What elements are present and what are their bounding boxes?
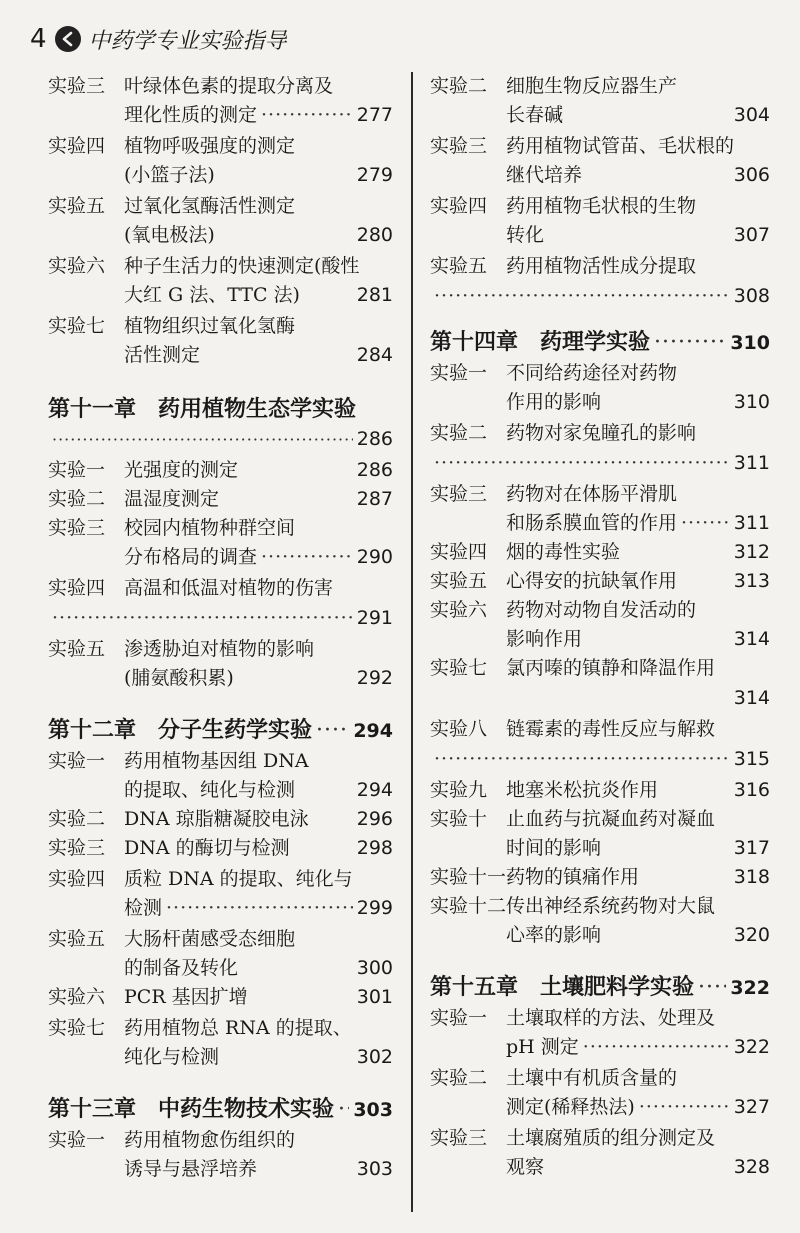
page-ref: 320 — [733, 924, 770, 946]
experiment-label: 实验八 — [430, 718, 488, 740]
toc-entry — [48, 514, 393, 572]
entry-line — [48, 1155, 393, 1184]
toc-entry — [430, 805, 770, 863]
page-ref: 287 — [356, 488, 393, 510]
experiment-title: pH 测定 — [506, 1036, 579, 1058]
leader-line — [430, 683, 770, 713]
entry-line — [430, 161, 770, 190]
experiment-label: 实验六 — [430, 599, 488, 621]
experiment-label: 实验一 — [430, 362, 488, 384]
experiment-title: 不同给药途径对药物 — [506, 362, 678, 384]
entry-line — [430, 252, 770, 281]
entry-line — [48, 925, 393, 954]
entry-line — [48, 101, 393, 130]
page-ref: 279 — [356, 164, 393, 186]
experiment-title: 烟的毒性实验 — [506, 541, 621, 563]
experiment-label: 实验二 — [430, 75, 488, 97]
entry-line — [430, 132, 770, 161]
experiment-title: 和肠系膜血管的作用 — [506, 512, 678, 534]
page-ref: 318 — [733, 866, 770, 888]
entry-line — [48, 574, 393, 603]
leader-line — [48, 424, 393, 454]
toc-chapter — [430, 972, 770, 1002]
experiment-label: 实验七 — [430, 657, 488, 679]
toc-entry — [48, 635, 393, 693]
entry-line — [48, 485, 393, 514]
leader-line — [430, 744, 770, 774]
page-ref: 311 — [733, 512, 770, 534]
experiment-label: 实验十二 — [430, 895, 507, 917]
page-ref: 310 — [730, 332, 770, 354]
page-ref: 308 — [733, 285, 770, 307]
entry-line — [430, 388, 770, 417]
toc-entry — [430, 715, 770, 774]
page-ref: 280 — [356, 224, 393, 246]
entry-line — [48, 456, 393, 485]
page-ref: 281 — [356, 284, 393, 306]
entry-line — [48, 1043, 393, 1072]
entry-line — [430, 805, 770, 834]
toc-entry — [48, 574, 393, 633]
experiment-title: 继代培养 — [506, 164, 583, 186]
page-ref: 292 — [356, 667, 393, 689]
experiment-title: 药物对在体肠平滑肌 — [506, 483, 678, 505]
toc-entry — [48, 192, 393, 250]
page-ref: 301 — [356, 986, 393, 1008]
page-ref: 322 — [733, 1036, 770, 1058]
page-ref: 307 — [733, 224, 770, 246]
entry-line — [48, 72, 393, 101]
experiment-title: 传出神经系统药物对大鼠 — [506, 895, 716, 917]
toc-entry — [430, 192, 770, 250]
entry-line — [430, 715, 770, 744]
chapter-heading — [48, 1094, 393, 1124]
entry-line — [48, 894, 393, 923]
experiment-title: 链霉素的毒性反应与解救 — [506, 718, 716, 740]
toc-entry — [430, 252, 770, 311]
experiment-title: 光强度的测定 — [124, 459, 239, 481]
leader-line — [48, 603, 393, 633]
page-ref: 315 — [733, 748, 770, 770]
page-ref: 294 — [353, 720, 393, 742]
experiment-label: 实验一 — [48, 1129, 106, 1151]
experiment-label: 实验六 — [48, 255, 106, 277]
chapter-heading — [48, 715, 393, 745]
toc-entry — [48, 1126, 393, 1184]
dot-leader — [316, 716, 349, 746]
entry-line — [48, 664, 393, 693]
experiment-title: 药用植物活性成分提取 — [506, 255, 697, 277]
entry-line — [430, 221, 770, 250]
toc-entry — [48, 1014, 393, 1072]
toc-chapter — [48, 1094, 393, 1124]
experiment-title: 土壤中有机质含量的 — [506, 1067, 678, 1089]
chapter-number: 第十一章 — [48, 396, 137, 422]
experiment-title: 渗透胁迫对植物的影响 — [124, 638, 315, 660]
experiment-label: 实验四 — [430, 195, 488, 217]
entry-line — [430, 101, 770, 130]
experiment-title: 细胞生物反应器生产 — [506, 75, 678, 97]
toc-entry — [430, 132, 770, 190]
dot-leader — [654, 328, 726, 358]
entry-line — [430, 480, 770, 509]
toc-chapter — [48, 394, 393, 454]
chapter-heading — [430, 327, 770, 357]
toc-entry — [48, 132, 393, 190]
page-ref: 286 — [356, 459, 393, 481]
experiment-title: 土壤取样的方法、处理及 — [506, 1007, 716, 1029]
toc-entry — [430, 419, 770, 478]
experiment-label: 实验一 — [48, 750, 106, 772]
experiment-title: 药用植物毛状根的生物 — [506, 195, 697, 217]
experiment-title: 药物对动物自发活动的 — [506, 599, 697, 621]
experiment-label: 实验七 — [48, 1017, 106, 1039]
toc-entry — [430, 538, 770, 567]
entry-line — [48, 341, 393, 370]
entry-line — [48, 312, 393, 341]
entry-line — [48, 192, 393, 221]
entry-line — [430, 834, 770, 863]
entry-line — [430, 921, 770, 950]
experiment-label: 实验三 — [430, 483, 488, 505]
toc-entry — [48, 865, 393, 923]
entry-line — [48, 1126, 393, 1155]
dot-leader — [52, 603, 353, 633]
page-ref: 313 — [733, 570, 770, 592]
toc-right-column — [430, 72, 770, 1182]
experiment-label: 实验三 — [430, 135, 488, 157]
page-ref: 290 — [356, 546, 393, 568]
experiment-label: 实验四 — [48, 577, 106, 599]
entry-line — [430, 1124, 770, 1153]
entry-line — [430, 863, 770, 892]
toc-entry — [430, 1124, 770, 1182]
experiment-title: 药物的镇痛作用 — [506, 866, 640, 888]
toc-entry — [430, 1004, 770, 1062]
experiment-label: 实验四 — [430, 541, 488, 563]
page-ref: 316 — [733, 779, 770, 801]
experiment-title: (脯氨酸积累) — [124, 667, 234, 689]
toc-entry — [430, 892, 770, 950]
page-ref: 299 — [356, 897, 393, 919]
dot-leader — [681, 509, 730, 538]
entry-line — [430, 1153, 770, 1182]
dot-leader — [583, 1033, 730, 1062]
page-ref: 303 — [356, 1158, 393, 1180]
experiment-title: 分布格局的调查 — [124, 546, 258, 568]
page-ref: 284 — [356, 344, 393, 366]
leader-line — [430, 448, 770, 478]
entry-line — [48, 747, 393, 776]
entry-line — [430, 419, 770, 448]
toc-chapter — [430, 327, 770, 357]
entry-line — [430, 192, 770, 221]
entry-line — [430, 1064, 770, 1093]
toc-entry — [48, 925, 393, 983]
experiment-label: 实验十 — [430, 808, 488, 830]
experiment-label: 实验二 — [430, 422, 488, 444]
page-ref: 296 — [356, 808, 393, 830]
experiment-title: 药物对家兔瞳孔的影响 — [506, 422, 697, 444]
entry-line — [48, 805, 393, 834]
experiment-title: 大肠杆菌感受态细胞 — [124, 928, 296, 950]
experiment-title: PCR 基因扩增 — [124, 986, 248, 1008]
experiment-title: 测定(稀释热法) — [506, 1096, 635, 1118]
experiment-label: 实验七 — [48, 315, 106, 337]
dot-leader — [434, 744, 730, 774]
experiment-label: 实验二 — [430, 1067, 488, 1089]
toc-entry — [48, 983, 393, 1012]
entry-line — [430, 1093, 770, 1122]
toc-entry — [430, 359, 770, 417]
toc-entry — [430, 72, 770, 130]
experiment-title: 过氧化氢酶活性测定 — [124, 195, 296, 217]
experiment-title: 纯化与检测 — [124, 1046, 220, 1068]
toc-entry — [48, 747, 393, 805]
page-ref: 277 — [356, 104, 393, 126]
toc-entry — [48, 72, 393, 130]
experiment-title: 植物呼吸强度的测定 — [124, 135, 296, 157]
experiment-label: 实验五 — [430, 570, 488, 592]
experiment-label: 实验四 — [48, 135, 106, 157]
dot-leader — [434, 448, 730, 478]
page-ref: 304 — [733, 104, 770, 126]
experiment-label: 实验九 — [430, 779, 488, 801]
experiment-title: 心率的影响 — [506, 924, 602, 946]
entry-line — [48, 834, 393, 863]
page-ref: 303 — [353, 1099, 393, 1121]
experiment-title: 观察 — [506, 1156, 545, 1178]
experiment-title: 理化性质的测定 — [124, 104, 258, 126]
experiment-label: 实验三 — [48, 837, 106, 859]
entry-line — [430, 72, 770, 101]
chapter-number: 第十四章 — [430, 329, 519, 355]
page-ref: 291 — [356, 607, 393, 629]
experiment-title: (氧电极法) — [124, 224, 215, 246]
chapter-heading — [430, 972, 770, 1002]
page-header — [30, 22, 287, 56]
chapter-number: 第十五章 — [430, 974, 519, 1000]
dot-leader — [338, 1095, 349, 1125]
experiment-title: 氯丙嗪的镇静和降温作用 — [506, 657, 716, 679]
toc-entry — [430, 863, 770, 892]
page-ref: 317 — [733, 837, 770, 859]
toc-entry — [430, 480, 770, 538]
experiment-title: 质粒 DNA 的提取、纯化与 — [124, 868, 353, 890]
experiment-title: 土壤腐殖质的组分测定及 — [506, 1127, 716, 1149]
entry-line — [430, 654, 770, 683]
experiment-title: 心得安的抗缺氧作用 — [506, 570, 678, 592]
page-ref: 328 — [733, 1156, 770, 1178]
entry-line — [48, 543, 393, 572]
entry-line — [48, 983, 393, 1012]
entry-line — [430, 596, 770, 625]
page-ref: 300 — [356, 957, 393, 979]
experiment-title: 的提取、纯化与检测 — [124, 779, 296, 801]
entry-line — [48, 514, 393, 543]
chapter-title: 土壤肥料学实验 — [540, 974, 695, 1000]
toc-entry — [430, 596, 770, 654]
entry-line — [430, 1004, 770, 1033]
experiment-title: 种子生活力的快速测定(酸性 — [124, 255, 360, 277]
entry-line — [48, 221, 393, 250]
experiment-label: 实验十一 — [430, 866, 507, 888]
page-ref: 302 — [356, 1046, 393, 1068]
experiment-title: 植物组织过氧化氢酶 — [124, 315, 296, 337]
chapter-title: 中药生物技术实验 — [158, 1096, 335, 1122]
experiment-title: 转化 — [506, 224, 545, 246]
toc-left-column — [48, 72, 393, 1184]
entry-line — [430, 538, 770, 567]
experiment-title: 药用植物愈伤组织的 — [124, 1129, 296, 1151]
experiment-title: 校园内植物种群空间 — [124, 517, 296, 539]
experiment-label: 实验三 — [48, 75, 106, 97]
dot-leader — [52, 425, 353, 455]
experiment-label: 实验五 — [430, 255, 488, 277]
toc-entry — [430, 776, 770, 805]
experiment-title: 大红 G 法、TTC 法) — [124, 284, 300, 306]
toc-entry — [430, 654, 770, 713]
entry-line — [430, 1033, 770, 1062]
experiment-label: 实验一 — [48, 459, 106, 481]
entry-line — [430, 625, 770, 654]
toc-entry — [430, 1064, 770, 1122]
dot-leader — [261, 543, 353, 572]
column-divider — [411, 72, 413, 1212]
dot-leader — [639, 1093, 730, 1122]
entry-line — [430, 892, 770, 921]
toc-entry — [48, 252, 393, 310]
experiment-title: 活性测定 — [124, 344, 201, 366]
book-title: 中药学专业实验指导 — [88, 28, 287, 54]
experiment-label: 实验五 — [48, 638, 106, 660]
experiment-label: 实验三 — [430, 1127, 488, 1149]
leader-line — [430, 281, 770, 311]
experiment-title: 地塞米松抗炎作用 — [506, 779, 659, 801]
experiment-label: 实验六 — [48, 986, 106, 1008]
toc-entry — [430, 567, 770, 596]
toc-entry — [48, 312, 393, 370]
page-ref: 322 — [730, 977, 770, 999]
page-ref: 314 — [733, 628, 770, 650]
toc-entry — [48, 456, 393, 485]
dot-leader — [434, 281, 730, 311]
experiment-title: 时间的影响 — [506, 837, 602, 859]
page-ref: 310 — [733, 391, 770, 413]
chapter-title: 分子生药学实验 — [158, 717, 313, 743]
experiment-label: 实验三 — [48, 517, 106, 539]
entry-line — [48, 161, 393, 190]
page-ref: 294 — [356, 779, 393, 801]
page-ref: 298 — [356, 837, 393, 859]
experiment-label: 实验二 — [48, 488, 106, 510]
experiment-title: 长春碱 — [506, 104, 564, 126]
entry-line — [48, 635, 393, 664]
experiment-label: 实验二 — [48, 808, 106, 830]
entry-line — [430, 509, 770, 538]
dot-leader — [166, 894, 353, 923]
entry-line — [430, 776, 770, 805]
entry-line — [48, 132, 393, 161]
experiment-title: 止血药与抗凝血药对凝血 — [506, 808, 716, 830]
experiment-title: 叶绿体色素的提取分离及 — [124, 75, 334, 97]
dot-leader — [261, 101, 353, 130]
experiment-label: 实验五 — [48, 928, 106, 950]
experiment-label: 实验五 — [48, 195, 106, 217]
page-ref: 312 — [733, 541, 770, 563]
experiment-title: 药用植物总 RNA 的提取、 — [124, 1017, 352, 1039]
entry-line — [48, 954, 393, 983]
toc-entry — [48, 805, 393, 834]
experiment-label: 实验四 — [48, 868, 106, 890]
entry-line — [48, 252, 393, 281]
entry-line — [48, 1014, 393, 1043]
page-ref: 286 — [356, 428, 393, 450]
chapter-number: 第十二章 — [48, 717, 137, 743]
experiment-title: 药用植物基因组 DNA — [124, 750, 309, 772]
chapter-number: 第十三章 — [48, 1096, 137, 1122]
entry-line — [430, 359, 770, 388]
entry-line — [48, 281, 393, 310]
page-ref: 311 — [733, 452, 770, 474]
experiment-title: DNA 的酶切与检测 — [124, 837, 290, 859]
toc-chapter — [48, 715, 393, 745]
experiment-title: 高温和低温对植物的伤害 — [124, 577, 334, 599]
experiment-title: 药用植物试管苗、毛状根的 — [506, 135, 735, 157]
experiment-title: 温湿度测定 — [124, 488, 220, 510]
page-ref: 306 — [733, 164, 770, 186]
chapter-title: 药用植物生态学实验 — [158, 396, 357, 422]
page-ref: 327 — [733, 1096, 770, 1118]
experiment-title: DNA 琼脂糖凝胶电泳 — [124, 808, 309, 830]
dot-leader — [698, 973, 726, 1003]
entry-line — [48, 776, 393, 805]
page-ref: 314 — [733, 687, 770, 709]
entry-line — [430, 567, 770, 596]
experiment-title: (小篮子法) — [124, 164, 215, 186]
experiment-title: 检测 — [124, 897, 163, 919]
toc-entry — [48, 485, 393, 514]
arrow-left-icon — [55, 26, 81, 52]
experiment-title: 作用的影响 — [506, 391, 602, 413]
experiment-title: 影响作用 — [506, 628, 583, 650]
chapter-title: 药理学实验 — [540, 329, 651, 355]
experiment-title: 诱导与悬浮培养 — [124, 1158, 258, 1180]
experiment-label: 实验一 — [430, 1007, 488, 1029]
experiment-title: 的制备及转化 — [124, 957, 239, 979]
toc-entry — [48, 834, 393, 863]
entry-line — [48, 865, 393, 894]
chapter-heading — [48, 394, 393, 424]
page-number: 4 — [30, 24, 47, 54]
